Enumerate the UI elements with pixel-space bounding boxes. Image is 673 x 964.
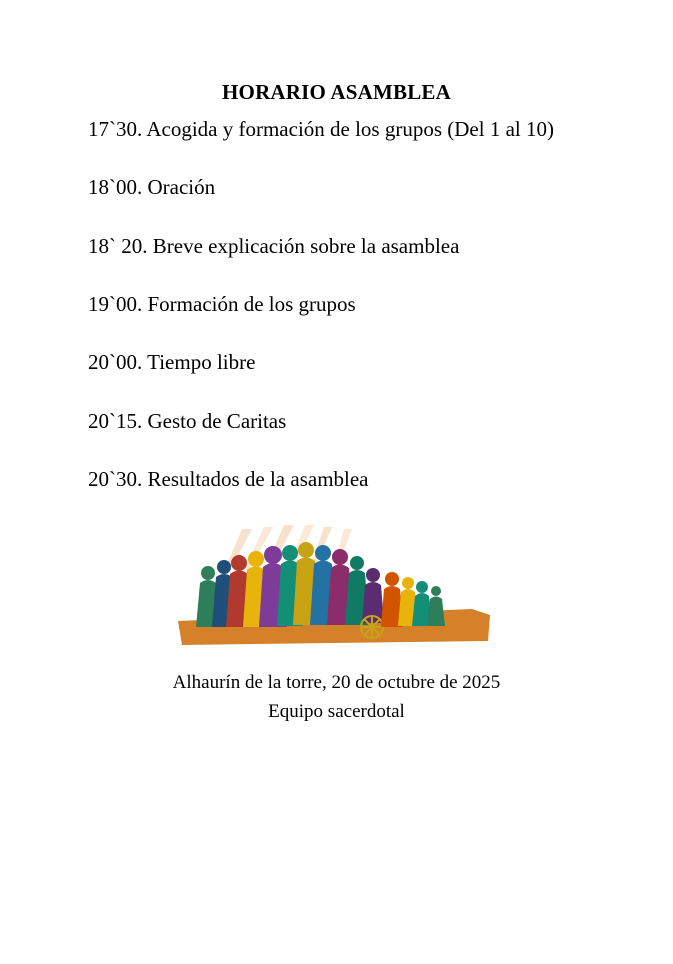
footer	[88, 669, 585, 726]
crowd-of-people-illustration	[172, 523, 502, 658]
schedule-item: 18` 20. Breve explicación sobre la asamblea	[88, 233, 460, 258]
schedule-item: 17`30. Acogida y formación de los grupos (Del 1 al 10)	[88, 117, 554, 141]
footer-signature: Equipo sacerdotal	[268, 700, 405, 722]
schedule-item: 20`30. Resultados de la asamblea	[88, 467, 369, 492]
illustration-container	[88, 523, 585, 663]
schedule-item: 18`00. Oración	[88, 175, 216, 200]
footer-location-date: Alhaurín de la torre, 20 de octubre de 2025	[172, 672, 501, 694]
schedule-list	[88, 115, 585, 493]
page-title: HORARIO ASAMBLEA	[222, 80, 451, 104]
schedule-item: 20`15. Gesto de Caritas	[88, 408, 287, 433]
schedule-item: 20`00. Tiempo libre	[88, 350, 256, 375]
schedule-item: 19`00. Formación de los grupos	[88, 292, 356, 317]
